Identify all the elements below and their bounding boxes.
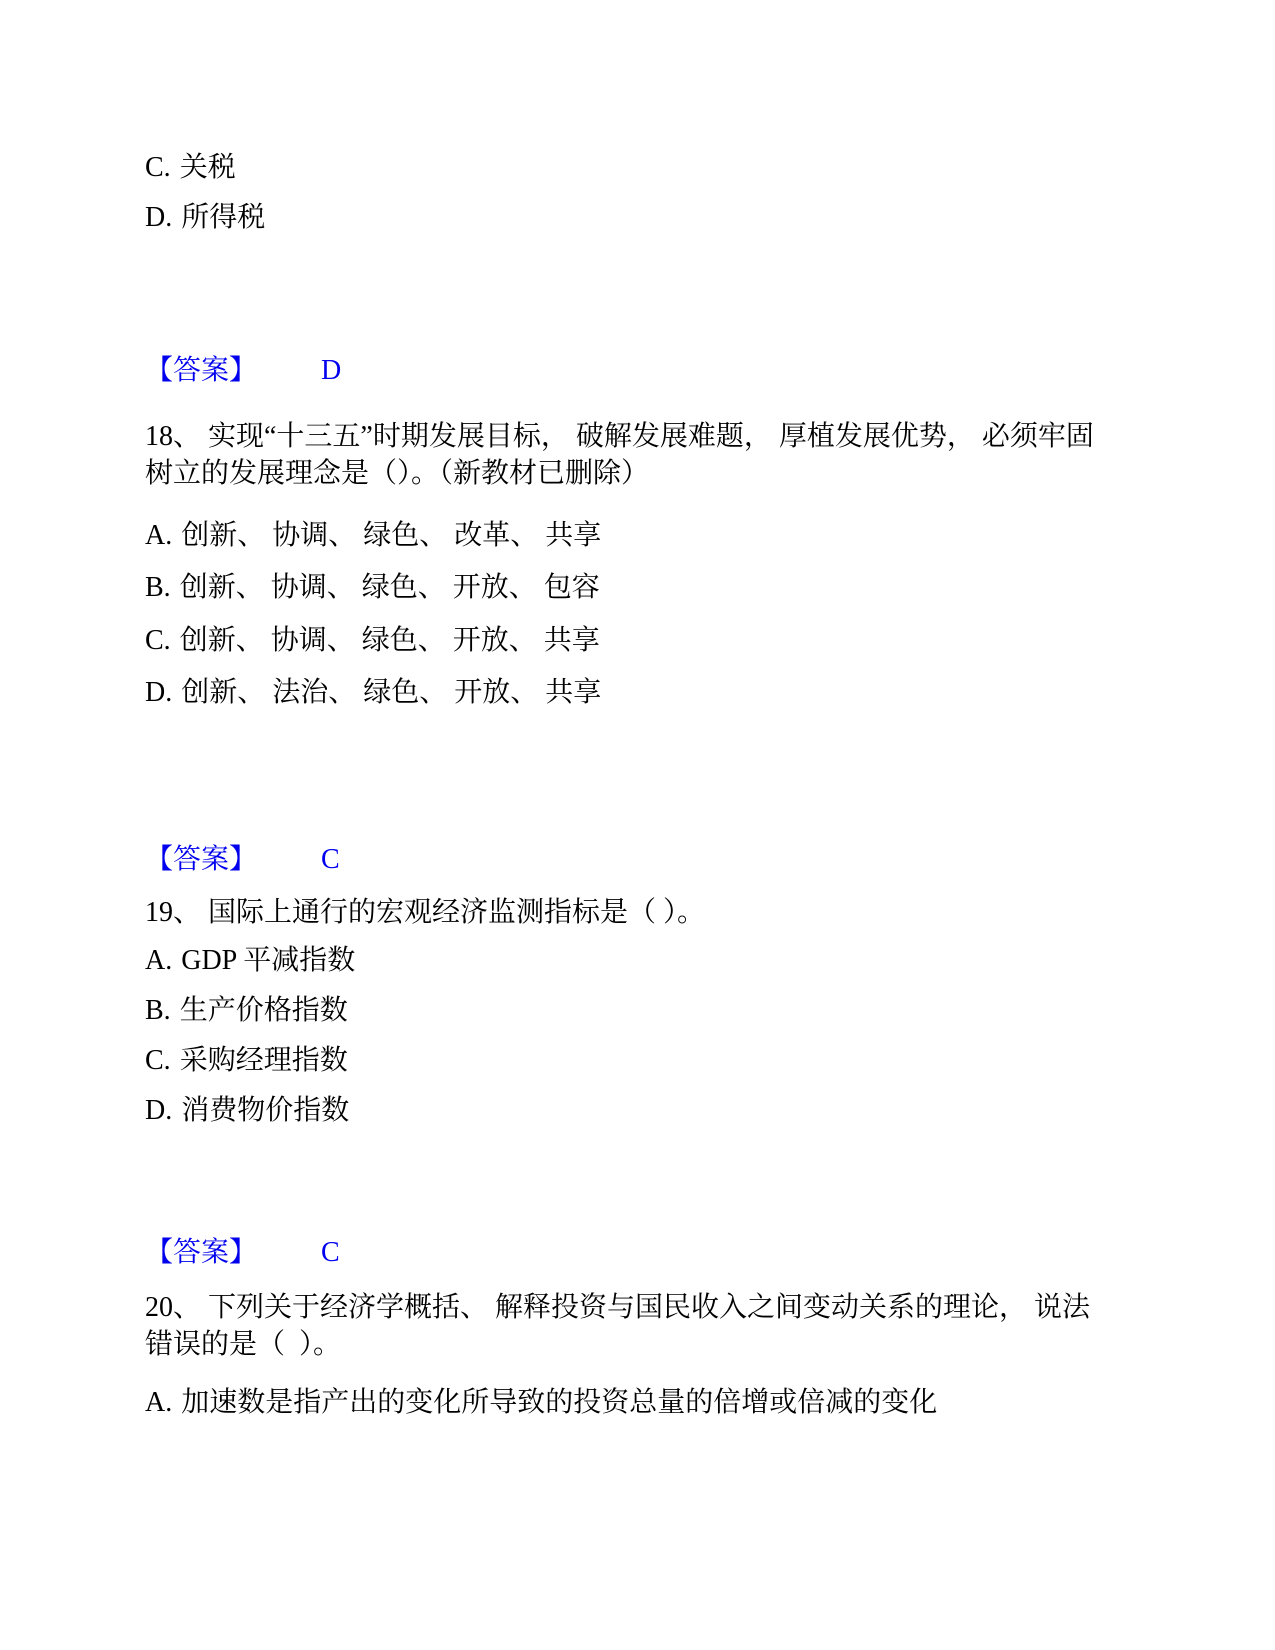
option-letter: D. xyxy=(145,202,173,233)
answer-label: 【答案】 xyxy=(145,1237,258,1268)
option-letter: B. xyxy=(145,572,171,603)
option-row xyxy=(145,200,265,236)
option-row xyxy=(145,1385,937,1421)
option-text: 创新、 协调、 绿色、 改革、 共享 xyxy=(181,520,602,551)
answer-value: D xyxy=(321,355,342,386)
option-letter: A. xyxy=(145,945,173,976)
answer-label: 【答案】 xyxy=(145,355,258,386)
option-row xyxy=(145,518,601,554)
option-text: 创新、 协调、 绿色、 开放、 共享 xyxy=(179,625,600,656)
option-text: 关税 xyxy=(179,152,236,183)
option-letter: A. xyxy=(145,1387,173,1418)
option-row xyxy=(145,675,601,711)
question-stem-line: 19、 国际上通行的宏观经济监测指标是（ ）。 xyxy=(145,897,706,928)
option-letter: D. xyxy=(145,677,173,708)
option-letter: A. xyxy=(145,520,173,551)
option-text: 采购经理指数 xyxy=(179,1045,348,1076)
option-row xyxy=(145,943,355,979)
option-text: 生产价格指数 xyxy=(179,995,348,1026)
question-stem-line: 20、 下列关于经济学概括、 解释投资与国民收入之间变动关系的理论， 说法 xyxy=(145,1292,1091,1323)
option-letter: C. xyxy=(145,625,171,656)
option-text: GDP 平减指数 xyxy=(181,945,356,976)
answer-value: C xyxy=(321,1237,340,1268)
option-text: 所得税 xyxy=(181,202,266,233)
question-stem-line: 树立的发展理念是（）。（新教材已删除） xyxy=(145,458,650,489)
answer-value: C xyxy=(321,844,340,875)
question-stem-line: 18、 实现“十三五”时期发展目标， 破解发展难题， 厚植发展优势， 必须牢固 xyxy=(145,421,1094,452)
option-text: 消费物价指数 xyxy=(181,1095,350,1126)
answer-row xyxy=(145,1235,340,1271)
option-row xyxy=(145,150,236,186)
answer-label: 【答案】 xyxy=(145,844,258,875)
option-row xyxy=(145,570,600,606)
answer-row xyxy=(145,842,340,878)
option-row xyxy=(145,993,348,1029)
option-letter: B. xyxy=(145,995,171,1026)
option-text: 创新、 法治、 绿色、 开放、 共享 xyxy=(181,677,602,708)
option-text: 创新、 协调、 绿色、 开放、 包容 xyxy=(179,572,600,603)
answer-row xyxy=(145,353,341,389)
option-letter: D. xyxy=(145,1095,173,1126)
option-text: 加速数是指产出的变化所导致的投资总量的倍增或倍减的变化 xyxy=(181,1387,938,1418)
question-stem-line: 错误的是（ ）。 xyxy=(145,1329,342,1360)
option-row xyxy=(145,623,600,659)
option-row xyxy=(145,1093,349,1129)
option-row xyxy=(145,1043,348,1079)
option-letter: C. xyxy=(145,152,171,183)
option-letter: C. xyxy=(145,1045,171,1076)
